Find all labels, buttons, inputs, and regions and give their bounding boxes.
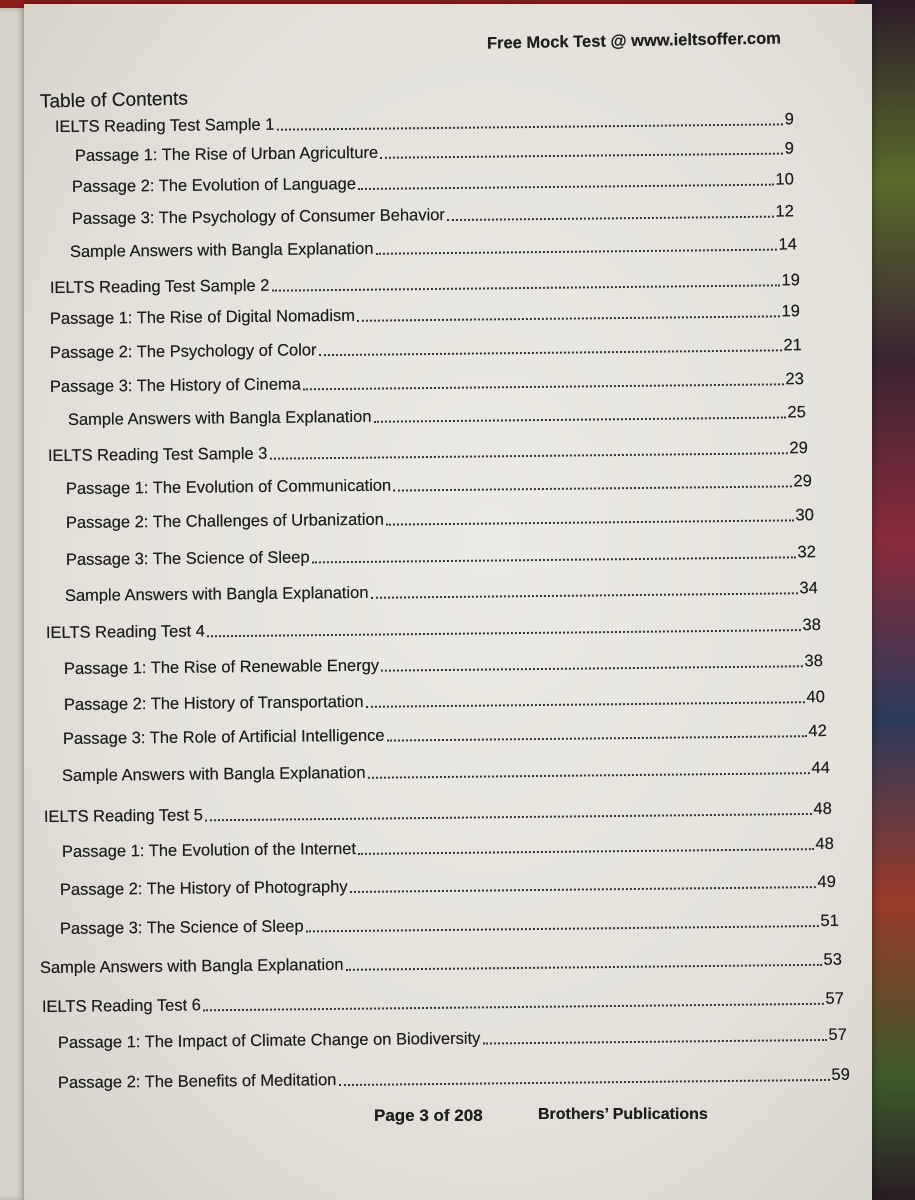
toc-entry-label: Passage 1: The Rise of Digital Nomadism: [49, 306, 356, 329]
toc-entry-label: Passage 3: The Science of Sleep: [65, 548, 310, 570]
toc-entry-label: Sample Answers with Bangla Explanation: [69, 239, 374, 262]
dot-leader: [482, 1039, 826, 1045]
dot-leader: [380, 153, 783, 159]
toc-entry: [66, 472, 812, 499]
toc-entry-label: Sample Answers with Bangla Explanation: [67, 407, 372, 430]
toc-entry-label: Passage 1: The Impact of Climate Change on Biodiversity: [57, 1029, 481, 1052]
dot-leader: [358, 848, 813, 855]
toc-entry-page: 57: [825, 989, 844, 1008]
toc-entry: [50, 271, 800, 298]
toc-entry: [62, 835, 834, 862]
dot-leader: [357, 315, 780, 321]
dot-leader: [312, 556, 796, 563]
dot-leader: [203, 1003, 824, 1011]
dot-leader: [358, 184, 774, 190]
toc-entry-label: Passage 1: The Rise of Renewable Energy: [63, 656, 380, 679]
toc-entry: [44, 800, 832, 827]
toc-entry: [72, 170, 794, 197]
toc-entry: [70, 235, 797, 262]
toc-entry: [66, 506, 814, 533]
dot-leader: [376, 249, 777, 255]
toc-entry: [75, 139, 794, 166]
toc-entry: [42, 990, 844, 1017]
toc-entry: [55, 110, 794, 137]
toc-entry-label: Passage 3: The Psychology of Consumer Behavior: [71, 206, 445, 229]
toc-entry: [62, 759, 830, 786]
toc-entry: [72, 202, 794, 229]
toc-entry-page: 53: [823, 950, 842, 969]
footer-page-number: Page 3 of 208: [374, 1106, 483, 1125]
dot-leader: [393, 485, 791, 491]
dot-leader: [368, 772, 810, 779]
toc-entry: [68, 403, 806, 430]
toc-entry-page: 44: [811, 758, 830, 778]
toc-entry-page: 9: [784, 139, 794, 158]
toc-entry: [63, 722, 827, 749]
dot-leader: [387, 735, 807, 741]
page-header: Free Mock Test @ www.ieltsoffer.com: [486, 29, 782, 53]
toc-entry-page: 34: [799, 579, 818, 598]
toc-entry: [66, 543, 816, 570]
toc-entry-label: IELTS Reading Test Sample 3: [47, 444, 268, 466]
dot-leader: [447, 216, 774, 221]
toc-entry: [58, 1066, 850, 1093]
toc-entry-label: Sample Answers with Bangla Explanation: [39, 955, 344, 978]
dot-leader: [205, 813, 812, 821]
footer-publisher: Brothers’ Publications: [538, 1106, 708, 1123]
toc-entry-label: Sample Answers with Bangla Explanation: [64, 583, 369, 606]
toc-entry-page: 49: [817, 872, 836, 892]
toc-entry-label: IELTS Reading Test Sample 1: [54, 115, 275, 137]
dot-leader: [366, 701, 805, 708]
toc-entry-page: 57: [828, 1025, 847, 1044]
toc-entry-label: IELTS Reading Test 4: [45, 622, 205, 643]
toc-entry-page: 48: [813, 799, 832, 818]
dot-leader: [269, 452, 787, 459]
toc-entry-page: 38: [802, 615, 821, 635]
toc-entry-page: 21: [783, 336, 802, 355]
toc-entry-page: 30: [795, 506, 814, 525]
toc-entry-label: Passage 1: The Rise of Urban Agriculture: [74, 143, 379, 166]
dot-leader: [319, 349, 782, 356]
dot-leader: [381, 665, 802, 671]
toc-entry-label: IELTS Reading Test 6: [41, 996, 201, 1017]
toc-entry: [46, 616, 821, 643]
dot-leader: [276, 123, 782, 130]
toc-entry-label: Passage 3: The Role of Artificial Intelligence: [62, 726, 385, 749]
toc-entry-page: 25: [787, 403, 806, 422]
dot-leader: [303, 383, 784, 390]
toc-entry-page: 10: [775, 170, 794, 189]
toc-entry-label: Passage 3: The History of Cinema: [49, 375, 301, 397]
toc-entry-label: Passage 3: The Science of Sleep: [59, 917, 304, 939]
toc-entry-label: IELTS Reading Test Sample 2: [49, 276, 270, 298]
toc-entry-label: Passage 2: The History of Transportation: [63, 692, 364, 715]
dot-leader: [271, 284, 779, 291]
toc-entry-page: 40: [806, 688, 825, 707]
toc-entry: [60, 912, 839, 939]
dot-leader: [374, 416, 786, 422]
toc-entry: [50, 370, 804, 397]
dot-leader: [350, 886, 816, 893]
toc-entry-label: Passage 2: The Psychology of Color: [49, 341, 317, 363]
toc-title: Table of Contents: [39, 88, 189, 113]
toc-entry-page: 14: [778, 235, 797, 254]
toc-entry: [50, 336, 802, 363]
toc-entry-page: 19: [781, 271, 800, 290]
toc-entry: [48, 439, 808, 466]
toc-entry-page: 23: [785, 370, 804, 389]
dot-leader: [338, 1079, 829, 1086]
toc-entry-page: 29: [793, 472, 812, 491]
toc-entry-page: 19: [781, 302, 800, 321]
toc-entry-page: 48: [815, 834, 834, 854]
toc-entry-label: Passage 2: The History of Photography: [59, 877, 348, 900]
dot-leader: [207, 629, 801, 637]
toc-entry-page: 38: [804, 652, 823, 671]
toc-entry: [64, 652, 823, 679]
toc-entry-page: 42: [808, 722, 827, 741]
toc-entry-page: 59: [831, 1065, 850, 1084]
toc-entry-label: Passage 1: The Evolution of Communication: [65, 476, 392, 499]
toc-entry-label: Passage 1: The Evolution of the Internet: [61, 839, 357, 862]
toc-entry-page: 12: [775, 202, 794, 221]
dot-leader: [371, 592, 798, 598]
toc-entry-page: 51: [820, 911, 839, 931]
toc-entry-label: IELTS Reading Test 5: [43, 806, 203, 827]
toc-entry-page: 29: [789, 439, 808, 458]
dot-leader: [306, 925, 819, 932]
dot-leader: [386, 519, 794, 525]
toc-entry: [65, 579, 818, 606]
toc-entry-label: Passage 2: The Evolution of Language: [71, 175, 357, 197]
toc-entry: [58, 1026, 847, 1053]
toc-entry-page: 32: [797, 543, 816, 562]
toc-entry-label: Passage 2: The Benefits of Meditation: [57, 1071, 337, 1092]
toc-entry-label: Sample Answers with Bangla Explanation: [61, 763, 366, 786]
toc-entry-label: Passage 2: The Challenges of Urbanization: [65, 510, 384, 533]
toc-entry: [64, 688, 825, 715]
book-page: [24, 4, 872, 1200]
dot-leader: [346, 964, 822, 971]
toc-entry: [50, 302, 800, 329]
toc-entry-page: 9: [784, 110, 794, 129]
toc-entry: [40, 951, 842, 978]
toc-entry: [60, 873, 836, 900]
